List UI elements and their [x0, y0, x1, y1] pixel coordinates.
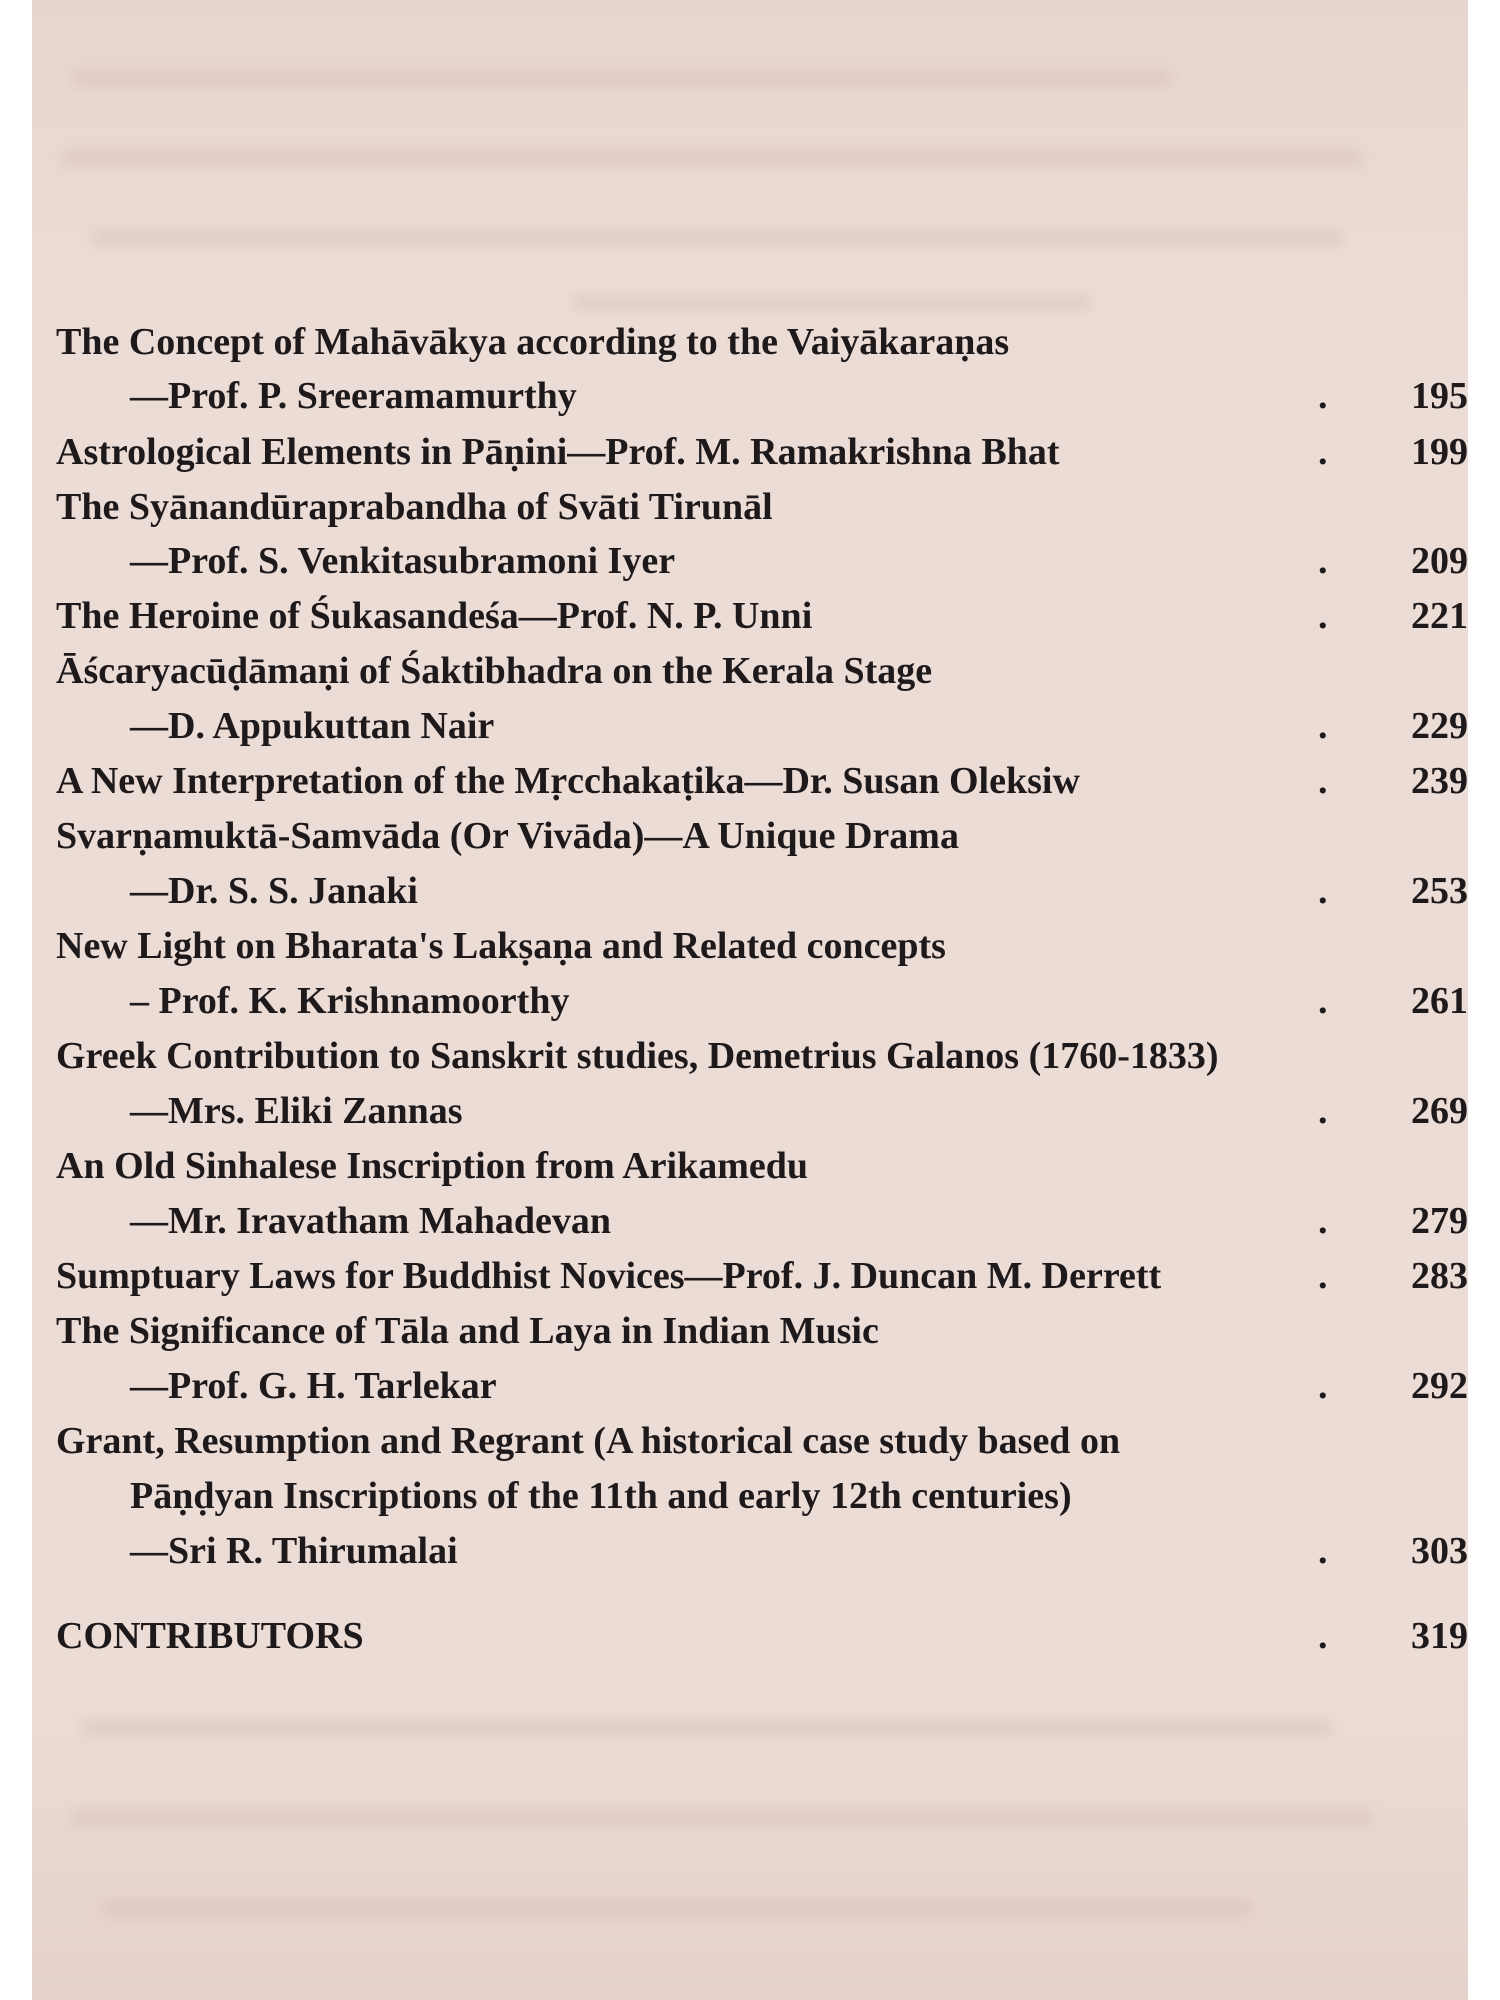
toc-entry-title: [32, 485, 1468, 540]
blurred-top-region: [32, 0, 1468, 320]
leader-dot: .: [1318, 1090, 1328, 1132]
blurred-bottom-region: [32, 1660, 1468, 2000]
toc-entry-title-text: Pāṇḍyan Inscriptions of the 11th and early 12th centuries): [130, 1475, 1072, 1517]
toc-entry-author-row: [32, 869, 1468, 924]
toc-entry-author: —Sri R. Thirumalai: [130, 1530, 458, 1572]
toc-entry-author: —Prof. P. Sreeramamurthy: [130, 375, 577, 417]
toc-entry-title: [32, 320, 1468, 375]
toc-entry-title: [32, 1419, 1468, 1474]
document-page: [32, 0, 1468, 2000]
toc-entry-author: – Prof. K. Krishnamoorthy: [130, 980, 570, 1022]
toc-entry-author-row: [32, 374, 1468, 429]
toc-entry-author: —Prof. G. H. Tarlekar: [130, 1365, 497, 1407]
toc-entry-title-text: Grant, Resumption and Regrant (A historical case study based on: [56, 1420, 1121, 1462]
leader-dot: .: [1318, 1200, 1328, 1242]
toc-entry-author-row: [32, 704, 1468, 759]
toc-entry-author: —Dr. S. S. Janaki: [130, 870, 418, 912]
leader-dot: .: [1318, 705, 1328, 747]
page-number: 261: [1411, 980, 1468, 1022]
page-number: 199: [1411, 431, 1468, 473]
page-number: 195: [1411, 375, 1468, 417]
leader-dot: .: [1318, 540, 1328, 582]
toc-contributors-label: CONTRIBUTORS: [56, 1615, 364, 1657]
toc-entry-title-text: Svarṇamuktā-Samvāda (Or Vivāda)—A Unique Drama: [56, 815, 959, 857]
leader-dot: .: [1318, 595, 1328, 637]
page-number: 279: [1411, 1200, 1468, 1242]
toc-entry-title-text: New Light on Bharata's Lakṣaṇa and Related concepts: [56, 925, 946, 967]
toc-entry-author-row: [32, 1529, 1468, 1584]
toc-entry-title: [32, 1309, 1468, 1364]
toc-entry-author-row: [32, 539, 1468, 594]
toc-entry-title-continued: [32, 1474, 1468, 1529]
page-number: 253: [1411, 870, 1468, 912]
toc-entry-row: [32, 594, 1468, 649]
toc-entry-title: [32, 924, 1468, 979]
toc-entry-author-row: [32, 1199, 1468, 1254]
toc-entry-author: —Mr. Iravatham Mahadevan: [130, 1200, 611, 1242]
toc-entry-title-text: Āścaryacūḍāmaṇi of Śaktibhadra on the Kerala Stage: [56, 650, 933, 692]
page-number: 239: [1411, 760, 1468, 802]
toc-entry-author-row: [32, 979, 1468, 1034]
toc-entry-title-text: A New Interpretation of the Mṛcchakaṭika—Dr. Susan Oleksiw: [56, 760, 1080, 802]
page-number: 229: [1411, 705, 1468, 747]
toc-entry-title: [32, 1034, 1468, 1089]
page-number: 283: [1411, 1255, 1468, 1297]
leader-dot: .: [1318, 870, 1328, 912]
toc-entry-title-text: An Old Sinhalese Inscription from Arikamedu: [56, 1145, 809, 1187]
toc-entry-title-text: The Concept of Mahāvākya according to the Vaiyākaraṇas: [56, 321, 1010, 363]
toc-entry-author-row: [32, 1364, 1468, 1419]
toc-entry-author: —Mrs. Eliki Zannas: [130, 1090, 463, 1132]
toc-entry-row: [32, 430, 1468, 485]
toc-entry-author: —D. Appukuttan Nair: [130, 705, 495, 747]
leader-dot: .: [1318, 1530, 1328, 1572]
toc-entry-title-text: Greek Contribution to Sanskrit studies, Demetrius Galanos (1760-1833): [56, 1035, 1219, 1077]
toc-entry-author-row: [32, 1089, 1468, 1144]
page-number: 319: [1411, 1615, 1468, 1657]
page-number: 209: [1411, 540, 1468, 582]
leader-dot: .: [1318, 1255, 1328, 1297]
toc-entry-title: [32, 649, 1468, 704]
toc-entry-title-text: Astrological Elements in Pāṇini—Prof. M. Ramakrishna Bhat: [56, 431, 1060, 473]
toc-entry-title-text: The Significance of Tāla and Laya in Indian Music: [56, 1310, 879, 1352]
toc-entry-row: [32, 1254, 1468, 1309]
page-number: 269: [1411, 1090, 1468, 1132]
toc-entry-title-text: The Heroine of Śukasandeśa—Prof. N. P. Unni: [56, 595, 813, 637]
leader-dot: .: [1318, 431, 1328, 473]
toc-entry-title-text: The Syānandūraprabandha of Svāti Tirunāl: [56, 486, 773, 528]
page-number: 221: [1411, 595, 1468, 637]
toc-entry-title: [32, 1144, 1468, 1199]
toc-entry-row: [32, 759, 1468, 814]
leader-dot: .: [1318, 760, 1328, 802]
page-number: 292: [1411, 1365, 1468, 1407]
leader-dot: .: [1318, 1365, 1328, 1407]
toc-entry-title: [32, 814, 1468, 869]
leader-dot: .: [1318, 375, 1328, 417]
toc-entry-author: —Prof. S. Venkitasubramoni Iyer: [130, 540, 676, 582]
leader-dot: .: [1318, 1615, 1328, 1657]
leader-dot: .: [1318, 980, 1328, 1022]
toc-entry-title-text: Sumptuary Laws for Buddhist Novices—Prof. J. Duncan M. Derrett: [56, 1255, 1162, 1297]
page-number: 303: [1411, 1530, 1468, 1572]
